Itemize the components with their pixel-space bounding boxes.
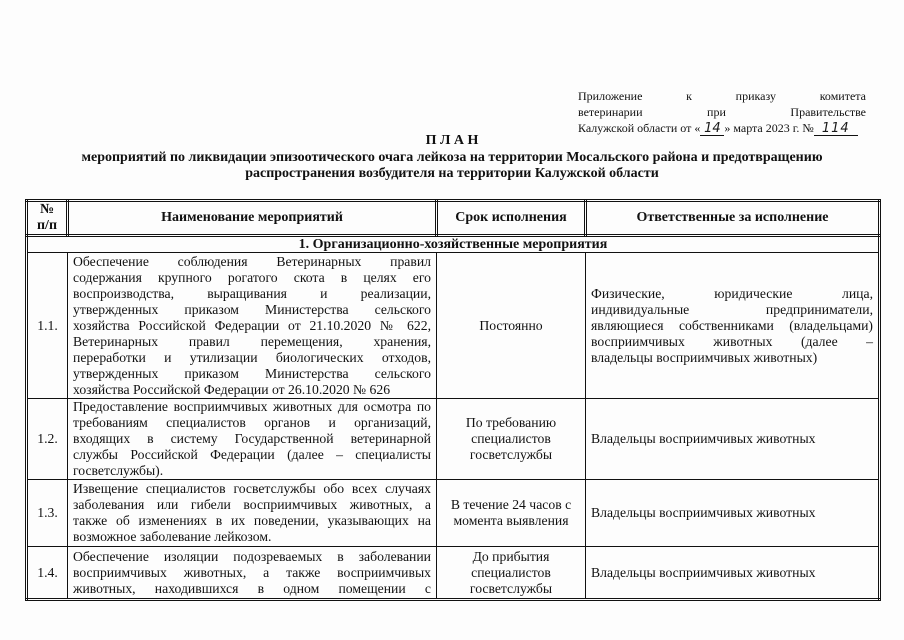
measure-text-line: заболевания или гибели восприимчивых животных, а — [73, 497, 431, 512]
measures-table — [25, 199, 881, 601]
measure-text-line: Извещение специалистов госветслужбы обо всех случаях — [73, 481, 431, 496]
measure-text-line: возможное заболевание лейкозом. — [73, 529, 272, 544]
table-row — [27, 399, 880, 480]
measure-cell — [68, 547, 437, 600]
appendix-note — [578, 88, 866, 136]
deadline-text-line: Постоянно — [479, 317, 543, 333]
deadline-text-line: госветслужбы — [469, 580, 553, 596]
handwritten-order-number: 114 — [814, 122, 858, 136]
document-title — [0, 133, 904, 183]
section-row — [27, 236, 880, 253]
section-title: 1. Организационно-хозяйственные мероприятия — [27, 236, 880, 253]
measure-text-line: Ветеринарных правил перемещения, хранения, — [73, 333, 431, 349]
measure-text-line: содержания крупного рогатого скота в целях его — [73, 269, 431, 285]
header-measure: Наименование мероприятий — [68, 201, 437, 236]
row-number: 1.4. — [27, 547, 68, 600]
responsible-cell — [586, 480, 880, 547]
header-number — [27, 201, 68, 236]
plan-heading: П Л А Н — [425, 133, 479, 148]
measure-text-line: хозяйства Российской Федерации от 21.10.2020 № 622, — [73, 317, 431, 333]
appendix-line: ветеринарии при Правительстве — [578, 105, 866, 119]
deadline-cell — [437, 480, 586, 547]
deadline-text-line: госветслужбы — [469, 447, 553, 462]
measure-text-line: госветслужбы). — [73, 463, 164, 478]
responsible-text-line: Владельцы восприимчивых животных — [591, 431, 816, 446]
deadline-text-line: По требованию — [465, 415, 557, 430]
deadline-text-line: специалистов — [471, 564, 551, 580]
measure-text-line: Предоставление восприимчивых животных для осмотра по — [73, 399, 431, 414]
row-number: 1.1. — [27, 253, 68, 399]
appendix-line: Приложение к приказу комитета — [578, 89, 866, 103]
deadline-text-line: В течение 24 часов с — [450, 497, 572, 512]
responsible-text-line: восприимчивых животных (далее – — [591, 333, 873, 349]
measure-text-line: требованиям специалистов органов и организаций, — [73, 415, 431, 430]
subtitle-line: распространения возбудителя на территории Калужской области — [245, 166, 659, 181]
measure-text-line: Обеспечение соблюдения Ветеринарных правил — [73, 253, 431, 269]
deadline-text-line: специалистов — [471, 431, 551, 446]
measure-text-line: переработки и утилизации биологических отходов, — [73, 349, 431, 365]
table-row — [27, 547, 880, 600]
handwritten-day: 14 — [700, 122, 724, 136]
responsible-text-line: Физические, юридические лица, — [591, 285, 873, 301]
header-number-line: п/п — [36, 218, 58, 233]
measure-text-line: хозяйства Российской Федерации от 26.10.2020 № 626 — [73, 381, 391, 397]
responsible-text-line: индивидуальные предприниматели, — [591, 301, 873, 317]
measure-text-line: также об изменениях в их поведении, указывающих на — [73, 513, 431, 528]
responsible-cell — [586, 399, 880, 480]
deadline-text-line: До прибытия — [472, 548, 550, 564]
appendix-text: Калужской области от « — [578, 121, 701, 135]
measure-cell — [68, 253, 437, 399]
appendix-text: » марта 2023 г. № — [724, 121, 814, 135]
deadline-cell — [437, 253, 586, 399]
header-number-line: № — [39, 202, 55, 217]
table-body — [27, 201, 880, 600]
table-row — [27, 253, 880, 399]
subtitle-line: мероприятий по ликвидации эпизоотического очага лейкоза на территории Мосальского района и предотвращению — [81, 149, 823, 165]
measure-text-line: утвержденных приказом Министерства сельского — [73, 365, 431, 381]
measure-text-line: воспроизводства, выращивания и реализации, — [73, 285, 431, 301]
table-header-row — [27, 201, 880, 236]
row-number: 1.3. — [27, 480, 68, 547]
measure-cell — [68, 480, 437, 547]
measure-text-line: Обеспечение изоляции подозреваемых в заболевании — [73, 548, 431, 564]
responsible-cell — [586, 253, 880, 399]
measure-text-line: животных, находившихся в одном помещении с — [73, 580, 431, 596]
deadline-cell — [437, 547, 586, 600]
responsible-cell — [586, 547, 880, 600]
measure-text-line: утвержденных приказом Министерства сельского — [73, 301, 431, 317]
responsible-text-line: Владельцы восприимчивых животных — [591, 505, 816, 520]
measure-text-line: службы Российской Федерации (далее – специалисты — [73, 447, 431, 462]
measure-text-line: восприимчивых животных, а также восприимчивых — [73, 564, 431, 580]
responsible-text-line: владельцы восприимчивых животных) — [591, 349, 818, 365]
header-responsible: Ответственные за исполнение — [586, 201, 880, 236]
row-number: 1.2. — [27, 399, 68, 480]
measure-text-line: входящих в систему Государственной ветеринарной — [73, 431, 431, 446]
deadline-cell — [437, 399, 586, 480]
responsible-text-line: являющиеся собственниками (владельцами) — [591, 317, 873, 333]
table-row — [27, 480, 880, 547]
measure-cell — [68, 399, 437, 480]
header-deadline: Срок исполнения — [437, 201, 586, 236]
responsible-text-line: Владельцы восприимчивых животных — [591, 564, 816, 580]
deadline-text-line: момента выявления — [453, 513, 569, 528]
